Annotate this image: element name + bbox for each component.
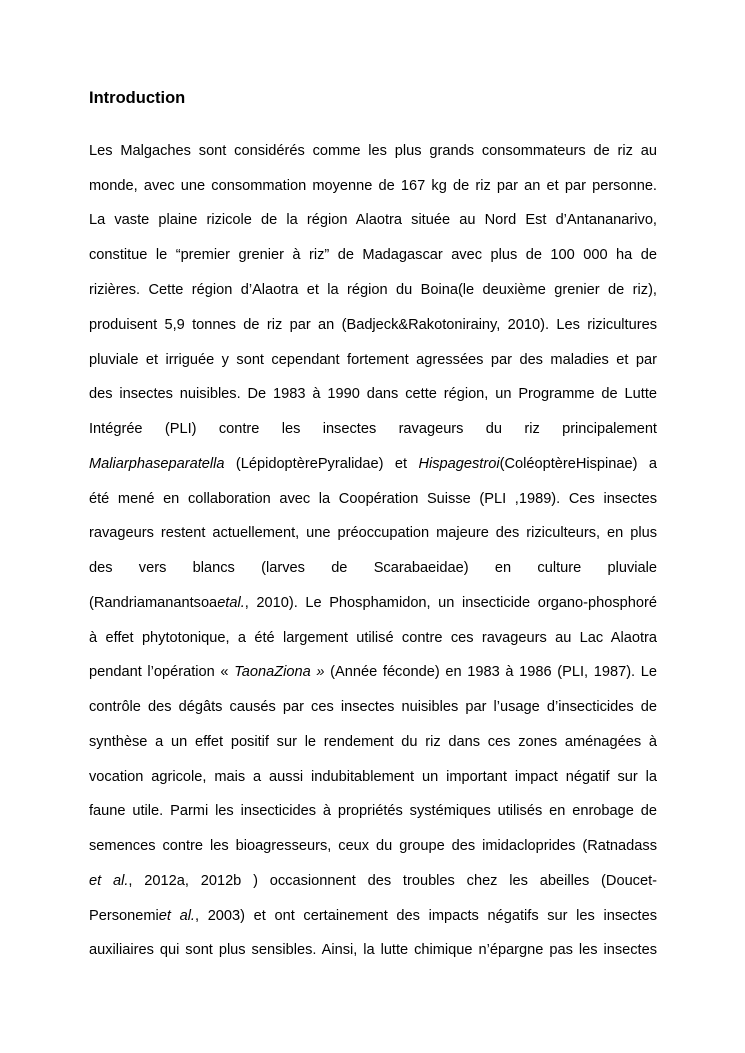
- paragraph-line: pluviale et irriguée y sont cependant fortement agressées par des maladies et par: [89, 352, 657, 368]
- paragraph-line: semences contre les bioagresseurs, ceux du groupe des imidacloprides (Ratnadass: [89, 838, 657, 854]
- paragraph-line: contrôle des dégâts causés par ces insectes nuisibles par l’usage d’insecticides de: [89, 699, 657, 715]
- document-page: [89, 0, 657, 1053]
- paragraph-line: Maliarphaseparatella (LépidoptèrePyralidae) et Hispagestroi(ColéoptèreHispinae) a: [89, 456, 657, 472]
- paragraph-line: monde, avec une consommation moyenne de 167 kg de riz par an et par personne.: [89, 178, 657, 194]
- operation-name: TaonaZiona »: [234, 664, 325, 680]
- paragraph-line: des vers blancs (larves de Scarabaeidae) en culture pluviale: [89, 560, 657, 576]
- paragraph-line: auxiliaires qui sont plus sensibles. Ainsi, la lutte chimique n’épargne pas les insectes: [89, 942, 657, 958]
- paragraph-line: synthèse a un effet positif sur le rendement du riz dans ces zones aménagées à: [89, 734, 657, 750]
- citation-etal: et al.: [158, 908, 195, 924]
- paragraph-line: été mené en collaboration avec la Coopération Suisse (PLI ,1989). Ces insectes: [89, 491, 657, 507]
- paragraph-line: et al., 2012a, 2012b ) occasionnent des troubles chez les abeilles (Doucet-: [89, 873, 658, 889]
- section-heading: Introduction: [89, 89, 186, 107]
- paragraph-line: Les Malgaches sont considérés comme les plus grands consommateurs de riz au: [89, 143, 657, 159]
- paragraph-line: Intégrée (PLI) contre les insectes ravageurs du riz principalement: [89, 421, 657, 437]
- paragraph-line: ravageurs restent actuellement, une préoccupation majeure des riziculteurs, en plus: [89, 525, 657, 541]
- paragraph-line: rizières. Cette région d’Alaotra et la région du Boina(le deuxième grenier de riz),: [89, 282, 657, 298]
- paragraph-line: produisent 5,9 tonnes de riz par an (Badjeck&Rakotonirainy, 2010). Les rizicultures: [89, 317, 657, 333]
- paragraph-line: à effet phytotonique, a été largement utilisé contre ces ravageurs au Lac Alaotra: [89, 630, 657, 646]
- paragraph-line: constitue le “premier grenier à riz” de Madagascar avec plus de 100 000 ha de: [89, 247, 657, 263]
- paragraph-line: (Randriamanantsoaetal., 2010). Le Phosphamidon, un insecticide organo-phosphoré: [89, 595, 657, 611]
- species-name: Hispagestroi: [418, 456, 500, 472]
- species-name: Maliarphaseparatella: [89, 456, 225, 472]
- paragraph-line: Personemiet al., 2003) et ont certainement des impacts négatifs sur les insectes: [89, 908, 658, 924]
- paragraph-line: La vaste plaine rizicole de la région Alaotra située au Nord Est d’Antananarivo,: [89, 212, 657, 228]
- paragraph-line: des insectes nuisibles. De 1983 à 1990 dans cette région, un Programme de Lutte: [89, 386, 657, 402]
- paragraph-line: faune utile. Parmi les insecticides à propriétés systémiques utilisés en enrobage de: [89, 803, 657, 819]
- citation-etal: et al.: [89, 873, 129, 889]
- paragraph-line: pendant l’opération « TaonaZiona » (Année féconde) en 1983 à 1986 (PLI, 1987). Le: [89, 664, 658, 680]
- citation-etal: etal.: [217, 595, 245, 611]
- paragraph-line: vocation agricole, mais a aussi indubitablement un important impact négatif sur la: [89, 769, 657, 785]
